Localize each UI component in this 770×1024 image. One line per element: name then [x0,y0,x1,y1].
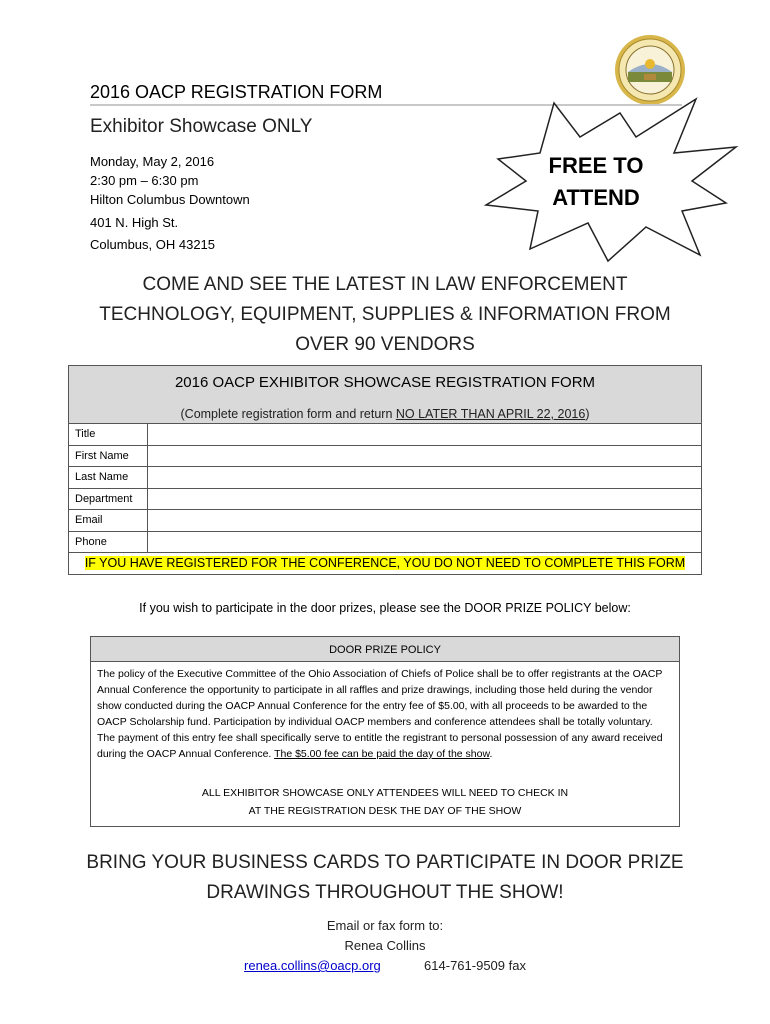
form-header [69,366,702,424]
bring-line1: BRING YOUR BUSINESS CARDS TO PARTICIPATE IN DOOR PRIZE [86,852,684,873]
contact-fax: 614-761-9509 fax [424,958,526,973]
policy-heading: DOOR PRIZE POLICY [91,637,679,662]
burst-line2: ATTEND [552,185,640,210]
field-label-title: Title [69,424,148,446]
contact-block [40,916,730,976]
contact-email-link[interactable]: renea.collins@oacp.org [244,958,381,973]
bring-line2: DRAWINGS THROUGHOUT THE SHOW! [206,882,564,903]
form-deadline: NO LATER THAN APRIL 22, 2016 [395,407,586,421]
headline-line2: TECHNOLOGY, EQUIPMENT, SUPPLIES & INFORMATION FROM [99,304,671,325]
contact-name: Renea Collins [344,938,426,953]
policy-checkin: ALL EXHIBITOR SHOWCASE ONLY ATTENDEES WILL NEED TO CHECK IN AT THE REGISTRATION DESK THE DAY OF THE SHOW [201,787,569,817]
contact-intro: Email or fax form to: [326,918,444,933]
field-input-last-name[interactable] [148,467,702,489]
door-prize-line: If you wish to participate in the door prizes, please see the DOOR PRIZE POLICY below: [139,601,631,615]
form-instruction: (Complete registration form and return NO LATER THAN APRIL 22, 2016) [180,407,590,421]
field-input-phone[interactable] [148,531,702,553]
page-title: 2016 OACP REGISTRATION FORM [90,82,383,102]
headline-line1: COME AND SEE THE LATEST IN LAW ENFORCEMENT [142,274,628,295]
page-subtitle: Exhibitor Showcase ONLY [90,116,313,137]
field-input-title[interactable] [148,424,702,446]
free-to-attend-burst [478,95,740,265]
event-address: 401 N. High St. [90,215,179,230]
field-input-email[interactable] [148,510,702,532]
event-city: Columbus, OH 43215 [90,237,216,252]
headline [40,270,730,360]
field-label-email: Email [69,510,148,532]
field-label-last-name: Last Name [69,467,148,489]
event-time: 2:30 pm – 6:30 pm [90,173,199,188]
headline-line3: OVER 90 VENDORS [295,334,475,355]
policy-body: The policy of the Executive Committee of the Ohio Association of Chiefs of Police shall be to offer registrants at the OACP Annual Conference the opportunity to participate in all raffles and prize drawings, including those held during the vendor show conducted during the OACP Annual Conference for the entry fee of $5.00, with all proceeds to be awarded to the OACP Scholarship fund. Participation by individual OACP members and conference attendees shall be totally voluntary. The payment of this entry fee shall specifically serve to entitle the registrant to personal possession of any award received during the OACP Annual Conference. The $5.00 fee can be paid the day of the show. ALL EXHIBITOR SHOWCASE ONLY ATTENDEES WILL NEED TO CHECK IN AT THE REGISTRATION DESK THE DAY OF THE SHOW [91,662,679,826]
registered-notice: IF YOU HAVE REGISTERED FOR THE CONFERENCE, YOU DO NOT NEED TO COMPLETE THIS FORM [69,553,702,575]
business-cards-banner [40,848,730,908]
field-input-first-name[interactable] [148,445,702,467]
event-venue: Hilton Columbus Downtown [90,192,250,207]
field-label-phone: Phone [69,531,148,553]
field-input-department[interactable] [148,488,702,510]
form-title: 2016 OACP EXHIBITOR SHOWCASE REGISTRATION FORM [174,374,596,391]
registration-form [68,365,702,575]
field-label-first-name: First Name [69,445,148,467]
field-label-department: Department [69,488,148,510]
policy-fee-note: The $5.00 fee can be paid the day of the show [274,748,490,760]
burst-line1: FREE TO [548,153,644,178]
door-prize-policy [90,636,680,827]
event-date: Monday, May 2, 2016 [90,154,215,169]
